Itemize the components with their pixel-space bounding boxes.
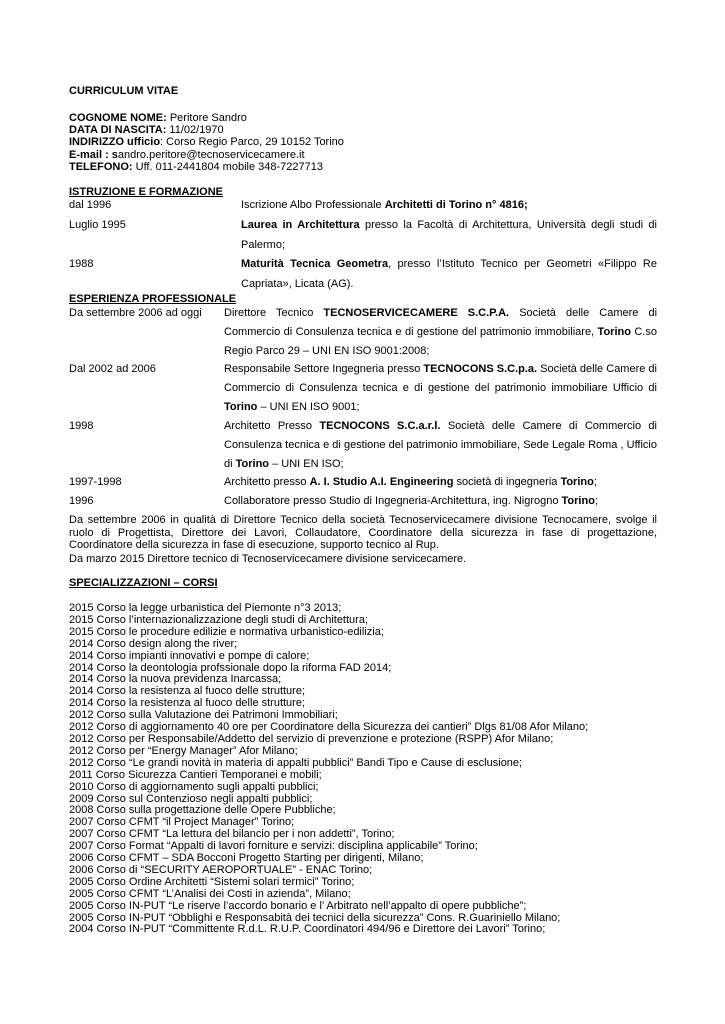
course-item: 2005 Corso Ordine Architetti “Sistemi solari termici” Torino;: [69, 875, 355, 888]
experience-text-part: Società delle Camere di Commercio di Consulenza tecnica e di gestione del patrimonio immobiliare, Sede Legale Roma , Ufficio di: [224, 420, 657, 470]
email-label: E-mail : s: [69, 149, 118, 161]
name-label: COGNOME NOME:: [69, 112, 167, 124]
address-label: INDIRIZZO ufficio: [69, 136, 161, 148]
education-text: [241, 255, 657, 294]
course-item: 2008 Corso sulla progettazione delle Opere Pubbliche;: [69, 804, 336, 817]
course-item: 2007 Corso CFMT “La lettura del bilancio per i non addetti”, Torino;: [69, 828, 395, 841]
experience-text-bold: Torino: [597, 326, 631, 338]
course-item: 2005 Corso IN-PUT “Obblighi e Responsabità dei tecnici della sicurezza” Cons. R.Guariniello Milano;: [69, 911, 561, 924]
phone-label: TELEFONO:: [69, 161, 133, 173]
course-item: 2014 Corso la nuova previdenza Inarcassa;: [69, 673, 282, 686]
experience-text-bold: TECNOCONS S.C.p.a.: [423, 363, 538, 375]
education-date: 1988: [69, 258, 94, 270]
experience-date: 1998: [69, 420, 94, 432]
experience-text-part: società di ingegneria: [453, 476, 561, 488]
course-item: 2014 Corso impianti innovativi e pompe di calore;: [69, 649, 310, 662]
course-item: 2011 Corso Sicurezza Cantieri Temporanei e mobili;: [69, 768, 322, 781]
experience-text-part: Direttore Tecnico: [224, 307, 324, 319]
education-text-bold: Architetti di Torino n° 4816;: [384, 199, 528, 211]
experience-text-part: – UNI EN ISO;: [269, 458, 344, 470]
experience-heading: ESPERIENZA PROFESSIONALE: [69, 293, 237, 305]
experience-date: Da settembre 2006 ad oggi: [69, 307, 202, 319]
education-text: [241, 196, 657, 216]
experience-summary: Da settembre 2006 in qualità di Direttore Tecnico della società Tecnoservicecamere divisione Tecnocamere, svolge il ruolo di Progettista, Direttore dei Lavori, Collaudatore, Coordinatore della sicurezza in fase di progettazione, Coordinatore della sicurezza in fase di esecuzione, supporto tecnico al Rup.: [69, 514, 657, 551]
course-item: 2015 Corso l’internazionalizzazione degli studi di Architettura;: [69, 613, 369, 626]
birth-label: DATA DI NASCITA:: [69, 124, 167, 136]
course-item: 2012 Corso “Le grandi novità in materia di appalti pubblici” Bandi Tipo e Cause di esclusione;: [69, 756, 523, 769]
experience-date: 1996: [69, 495, 94, 507]
experience-date: Dal 2002 ad 2006: [69, 363, 156, 375]
experience-text-bold: TECNOCONS S.C.a.r.l.: [319, 420, 441, 432]
courses-list: [69, 603, 657, 936]
experience-text: [224, 492, 657, 511]
course-item: 2015 Corso la legge urbanistica del Piemonte n°3 2013;: [69, 602, 342, 614]
education-heading: ISTRUZIONE E FORMAZIONE: [69, 186, 223, 198]
experience-text-part: ;: [594, 495, 598, 507]
experience-text-bold: Torino: [235, 458, 270, 470]
experience-text-bold: Torino: [560, 476, 594, 488]
email-value: andro.peritore@tecnoservicecamere.it: [117, 149, 305, 161]
experience-text: [224, 417, 657, 474]
course-item: 2014 Corso la resistenza al fuoco delle strutture;: [69, 685, 306, 698]
experience-text: [224, 304, 657, 361]
experience-text-bold: TECNOSERVICECAMERE S.C.P.A.: [323, 307, 510, 319]
experience-summary-2: Da marzo 2015 Direttore tecnico di Tecnoservicecamere divisione servicecamere.: [69, 553, 467, 565]
address-line: [69, 136, 344, 149]
course-item: 2005 Corso IN-PUT “Le riserve l’accordo bonario e l’ Arbitrato nell’appalto di opere pubbliche”;: [69, 899, 527, 912]
education-date: dal 1996: [69, 199, 112, 211]
experience-text-bold: Torino: [224, 401, 258, 413]
education-text-part: presso la Facoltà di Architettura, Università degli studi di Palermo;: [241, 219, 657, 251]
course-item: 2012 Corso per “Energy Manager” Afor Milano;: [69, 744, 298, 757]
experience-text-part: Società delle Camere di Commercio di Consulenza tecnica e di gestione del patrimonio immobiliare,: [224, 307, 658, 338]
address-value: : Corso Regio Parco, 29 10152 Torino: [160, 136, 344, 148]
birth-value: 11/02/1970: [169, 124, 224, 136]
experience-text-part: ;: [593, 476, 597, 488]
course-item: 2007 Corso CFMT “il Project Manager” Torino;: [69, 816, 295, 829]
experience-text-bold: Torino: [561, 495, 595, 507]
name-value: Peritore Sandro: [169, 112, 247, 124]
experience-date: 1997-1998: [69, 476, 122, 488]
courses-heading: SPECIALIZZAZIONI – CORSI: [69, 577, 218, 589]
course-item: 2006 Corso di “SECURITY AEROPORTUALE” - ENAC Torino;: [69, 863, 373, 876]
course-item: 2012 Corso per Responsabile/Addetto del servizio di prevenzione e protezione (RSPP) Afor Milano;: [69, 732, 554, 745]
experience-text-part: Società delle Camere di Commercio di Consulenza tecnica e di gestione del patrimonio immobiliare Ufficio di: [224, 363, 657, 394]
course-item: 2015 Corso le procedure edilizie e normativa urbanistico-edilizia;: [69, 625, 384, 638]
course-item: 2006 Corso CFMT – SDA Bocconi Progetto Starting per dirigenti, Milano;: [69, 852, 424, 865]
experience-text-part: Responsabile Settore Ingegneria presso: [224, 363, 424, 375]
course-item: 2014 Corso la deontologia profssionale dopo la riforma FAD 2014;: [69, 661, 392, 674]
education-date: Luglio 1995: [69, 219, 126, 231]
course-item: 2004 Corso IN-PUT “Committente R.d.L. R.U.P. Coordinatori 494/96 e Direttore dei Lavori” Torino;: [69, 923, 546, 936]
education-text-bold: Laurea in Architettura: [241, 219, 360, 231]
experience-text-part: C.so Regio Parco 29 – UNI EN ISO 9001:2008;: [224, 326, 657, 357]
education-text-part: Iscrizione Albo Professionale: [241, 199, 385, 211]
course-item: 2014 Corso design along the river;: [69, 637, 238, 650]
course-item: 2012 Corso di aggiornamento 40 ore per Coordinatore della Sicurezza dei cantieri” Dlgs 81/08 Afor Milano;: [69, 721, 589, 734]
experience-text-part: Collaboratore presso Studio di Ingegneria-Architettura, ing. Nigrogno: [224, 495, 562, 507]
education-text-part: , presso l’Istituto Tecnico per Geometri «Filippo Re Capriata», Licata (AG).: [241, 258, 657, 290]
course-item: 2014 Corso la resistenza al fuoco delle strutture;: [69, 697, 306, 710]
course-item: 2007 Corso Format “Appalti di lavori forniture e servizi: disciplina applicabile” Torino;: [69, 840, 478, 853]
education-text: [241, 216, 657, 255]
experience-text-bold: A. I. Studio A.I. Engineering: [309, 476, 454, 488]
phone-value: Uff. 011-2441804 mobile 348-7227713: [135, 161, 323, 173]
experience-text: [224, 360, 657, 417]
course-item: 2012 Corso sulla Valutazione dei Patrimoni Immobiliari;: [69, 709, 338, 722]
experience-text-part: – UNI EN ISO 9001;: [257, 401, 360, 413]
education-text-bold: Maturità Tecnica Geometra: [241, 258, 389, 270]
phone-line: [69, 161, 323, 174]
experience-text: [224, 473, 657, 492]
course-item: 2009 Corso sul Contenzioso negli appalti pubblici;: [69, 792, 313, 805]
experience-text-part: Architetto presso: [224, 476, 310, 488]
experience-text-part: Architetto Presso: [224, 420, 320, 432]
document-title: CURRICULUM VITAE: [69, 85, 179, 97]
course-item: 2005 Corso CFMT “L’Analisi dei Costi in azienda”, Milano;: [69, 887, 351, 900]
course-item: 2010 Corso di aggiornamento sugli appalti pubblici;: [69, 780, 319, 793]
